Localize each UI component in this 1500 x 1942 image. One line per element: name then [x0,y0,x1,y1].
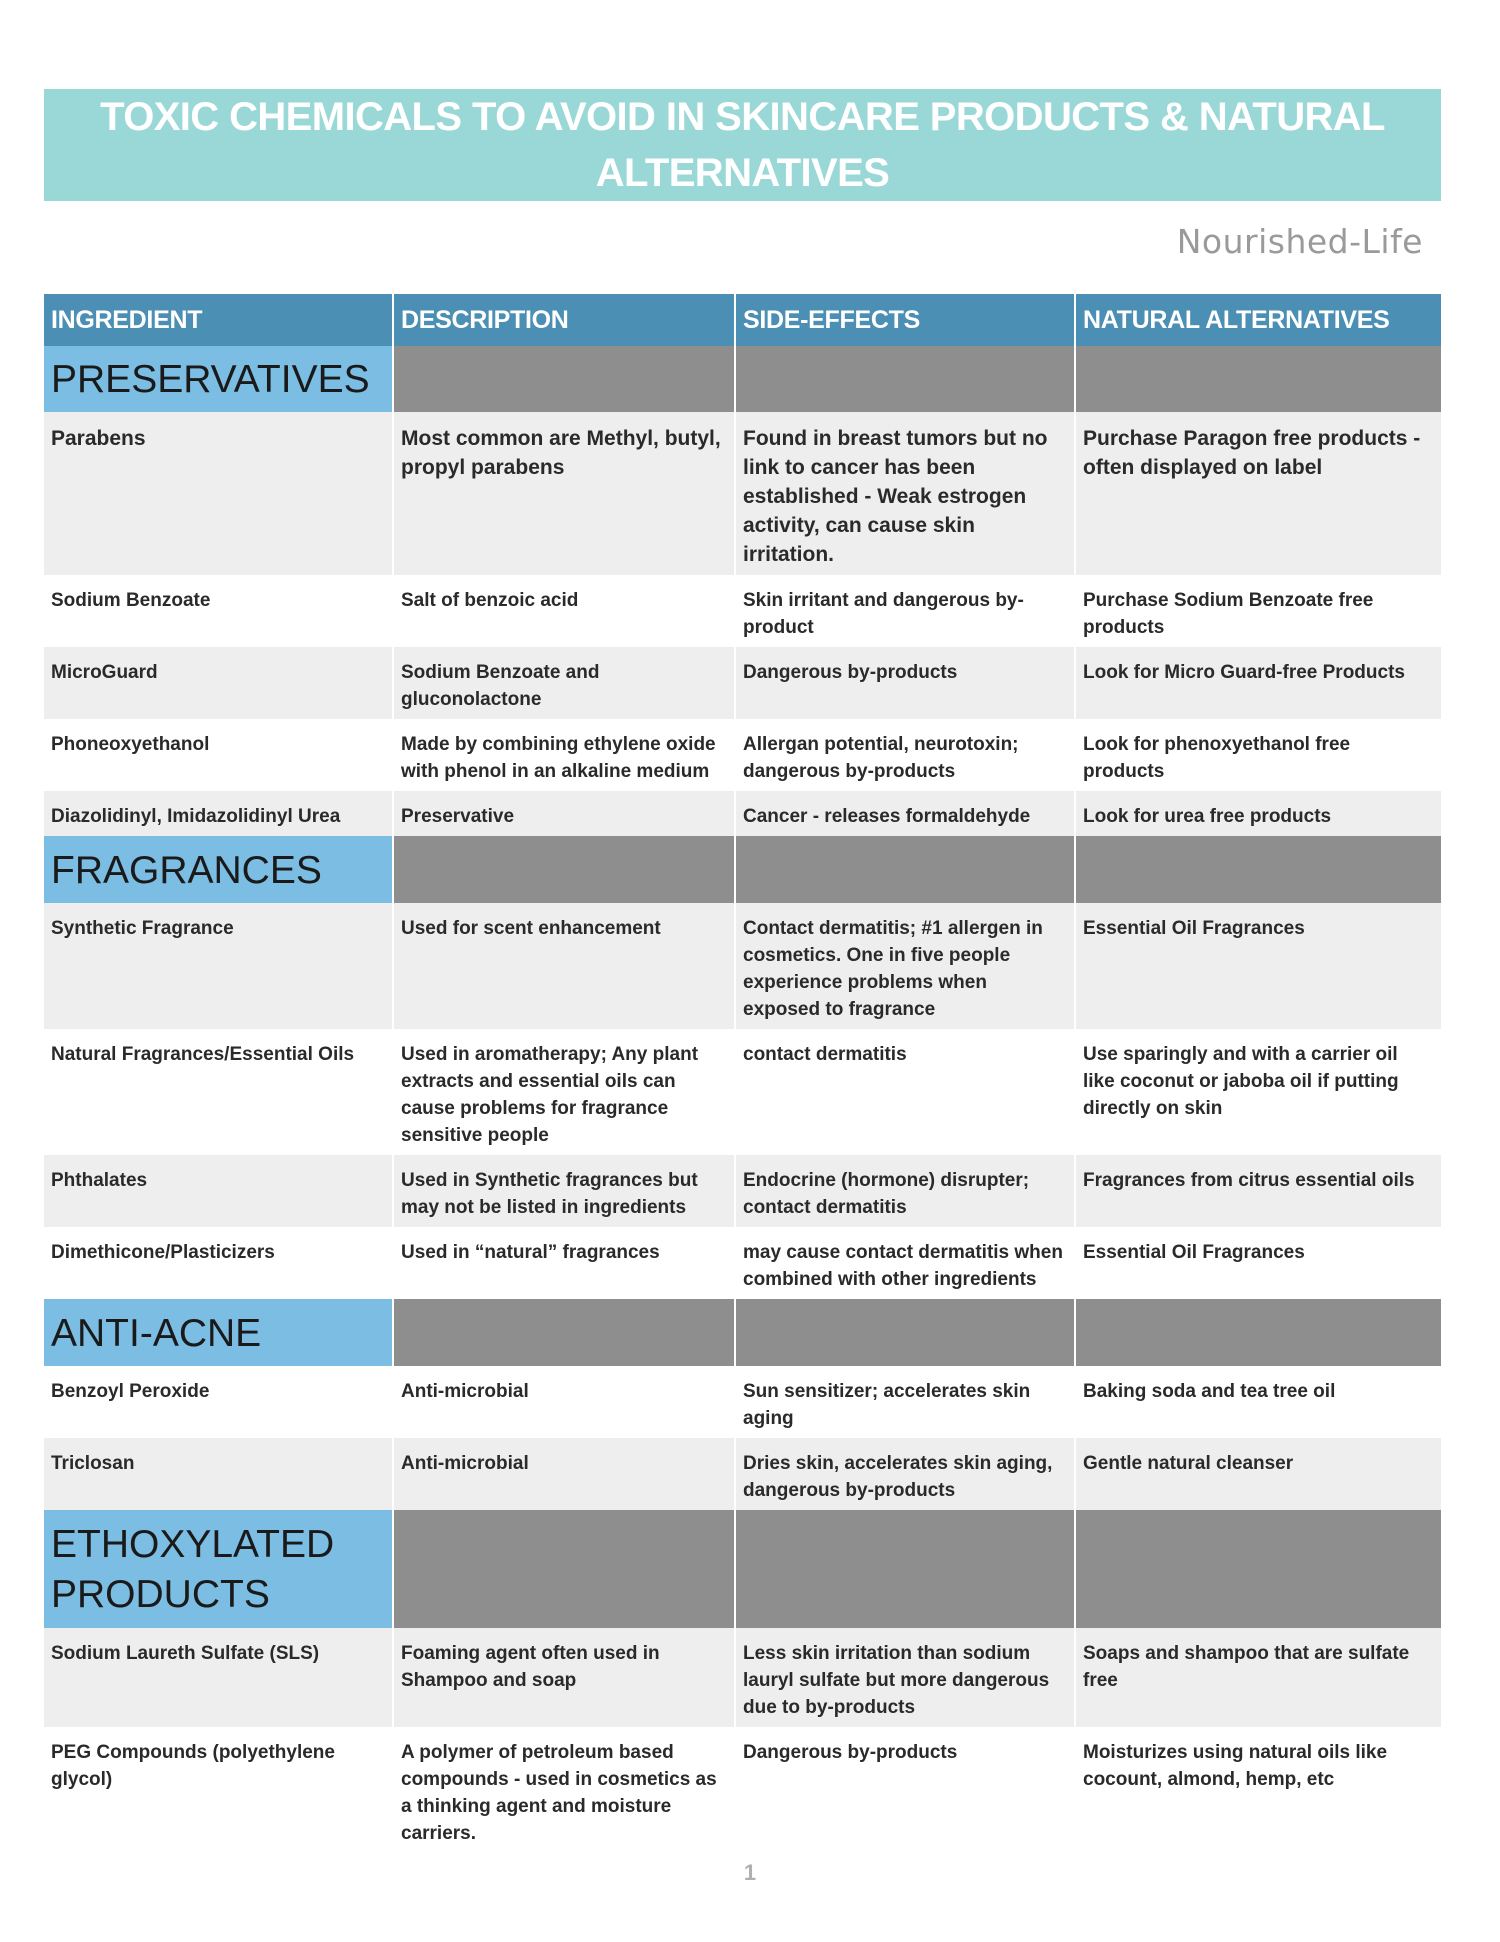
side-effects-cell: Dangerous by-products [736,1727,1076,1853]
description-cell: Sodium Benzoate and gluconolactone [394,647,736,719]
alternatives-cell: Soaps and shampoo that are sulfate free [1076,1628,1441,1727]
header-ingredient: INGREDIENT [44,294,394,346]
ingredient-cell: Benzoyl Peroxide [44,1366,394,1438]
ingredient-cell: Dimethicone/Plasticizers [44,1227,394,1299]
alternatives-cell: Moisturizes using natural oils like cocount, almond, hemp, etc [1076,1727,1441,1853]
table-row [44,1155,1441,1227]
table-row [44,903,1441,1029]
table-row [44,647,1441,719]
category-row-fragrances [44,836,1441,903]
ingredient-cell: PEG Compounds (polyethylene glycol) [44,1727,394,1853]
description-cell: Used in Synthetic fragrances but may not be listed in ingredients [394,1155,736,1227]
category-row-ethoxylated-products [44,1510,1441,1628]
side-effects-cell: Less skin irritation than sodium lauryl sulfate but more dangerous due to by-products [736,1628,1076,1727]
ingredient-cell: Parabens [44,412,394,575]
table-row [44,1727,1441,1853]
ingredient-cell: Sodium Benzoate [44,575,394,647]
side-effects-cell: Allergan potential, neurotoxin; dangerous by-products [736,719,1076,791]
side-effects-cell: Contact dermatitis; #1 allergen in cosmetics. One in five people experience problems when exposed to fragrance [736,903,1076,1029]
category-title: ETHOXYLATED PRODUCTS [44,1510,394,1628]
ingredient-cell: Phthalates [44,1155,394,1227]
description-cell: Anti-microbial [394,1438,736,1510]
side-effects-cell: Sun sensitizer; accelerates skin aging [736,1366,1076,1438]
alternatives-cell: Gentle natural cleanser [1076,1438,1441,1510]
description-cell: Preservative [394,791,736,836]
side-effects-cell: may cause contact dermatitis when combined with other ingredients [736,1227,1076,1299]
alternatives-cell: Essential Oil Fragrances [1076,1227,1441,1299]
alternatives-cell: Purchase Sodium Benzoate free products [1076,575,1441,647]
page-title: TOXIC CHEMICALS TO AVOID IN SKINCARE PRODUCTS & NATURAL ALTERNATIVES [44,89,1441,201]
alternatives-cell: Look for Micro Guard-free Products [1076,647,1441,719]
table-row [44,412,1441,575]
side-effects-cell: Dangerous by-products [736,647,1076,719]
side-effects-cell: Skin irritant and dangerous by-product [736,575,1076,647]
description-cell: Anti-microbial [394,1366,736,1438]
alternatives-cell: Purchase Paragon free products - often displayed on label [1076,412,1441,575]
table-row [44,719,1441,791]
header-description: DESCRIPTION [394,294,736,346]
description-cell: A polymer of petroleum based compounds - used in cosmetics as a thinking agent and moisture carriers. [394,1727,736,1853]
side-effects-cell: Endocrine (hormone) disrupter; contact dermatitis [736,1155,1076,1227]
alternatives-cell: Essential Oil Fragrances [1076,903,1441,1029]
alternatives-cell: Look for urea free products [1076,791,1441,836]
table-header-row [44,294,1441,346]
side-effects-cell: Found in breast tumors but no link to cancer has been established - Weak estrogen activity, can cause skin irritation. [736,412,1076,575]
description-cell: Most common are Methyl, butyl, propyl parabens [394,412,736,575]
page-number: 1 [743,1860,757,1885]
table-row [44,1029,1441,1155]
brand-logo: Nourished-Life [1176,222,1423,261]
ingredient-cell: Synthetic Fragrance [44,903,394,1029]
header-natural-alternatives: NATURAL ALTERNATIVES [1076,294,1441,346]
alternatives-cell: Look for phenoxyethanol free products [1076,719,1441,791]
category-row-anti-acne [44,1299,1441,1366]
description-cell: Salt of benzoic acid [394,575,736,647]
ingredient-cell: Natural Fragrances/Essential Oils [44,1029,394,1155]
category-title: ANTI-ACNE [44,1299,394,1366]
table-row [44,1366,1441,1438]
table-row [44,1438,1441,1510]
ingredient-cell: Sodium Laureth Sulfate (SLS) [44,1628,394,1727]
header-side-effects: SIDE-EFFECTS [736,294,1076,346]
description-cell: Used for scent enhancement [394,903,736,1029]
category-title: PRESERVATIVES [44,346,394,412]
ingredient-cell: MicroGuard [44,647,394,719]
table-row [44,1628,1441,1727]
alternatives-cell: Baking soda and tea tree oil [1076,1366,1441,1438]
description-cell: Foaming agent often used in Shampoo and soap [394,1628,736,1727]
side-effects-cell: Dries skin, accelerates skin aging, dangerous by-products [736,1438,1076,1510]
side-effects-cell: Cancer - releases formaldehyde [736,791,1076,836]
table-row [44,791,1441,836]
alternatives-cell: Fragrances from citrus essential oils [1076,1155,1441,1227]
description-cell: Made by combining ethylene oxide with phenol in an alkaline medium [394,719,736,791]
ingredient-cell: Triclosan [44,1438,394,1510]
table-row [44,1227,1441,1299]
alternatives-cell: Use sparingly and with a carrier oil like coconut or jaboba oil if putting directly on skin [1076,1029,1441,1155]
description-cell: Used in aromatherapy; Any plant extracts and essential oils can cause problems for fragrance sensitive people [394,1029,736,1155]
ingredient-cell: Diazolidinyl, Imidazolidinyl Urea [44,791,394,836]
chemicals-table [44,294,1441,1853]
category-row-preservatives [44,346,1441,412]
description-cell: Used in “natural” fragrances [394,1227,736,1299]
ingredient-cell: Phoneoxyethanol [44,719,394,791]
category-title: FRAGRANCES [44,836,394,903]
table-row [44,575,1441,647]
side-effects-cell: contact dermatitis [736,1029,1076,1155]
